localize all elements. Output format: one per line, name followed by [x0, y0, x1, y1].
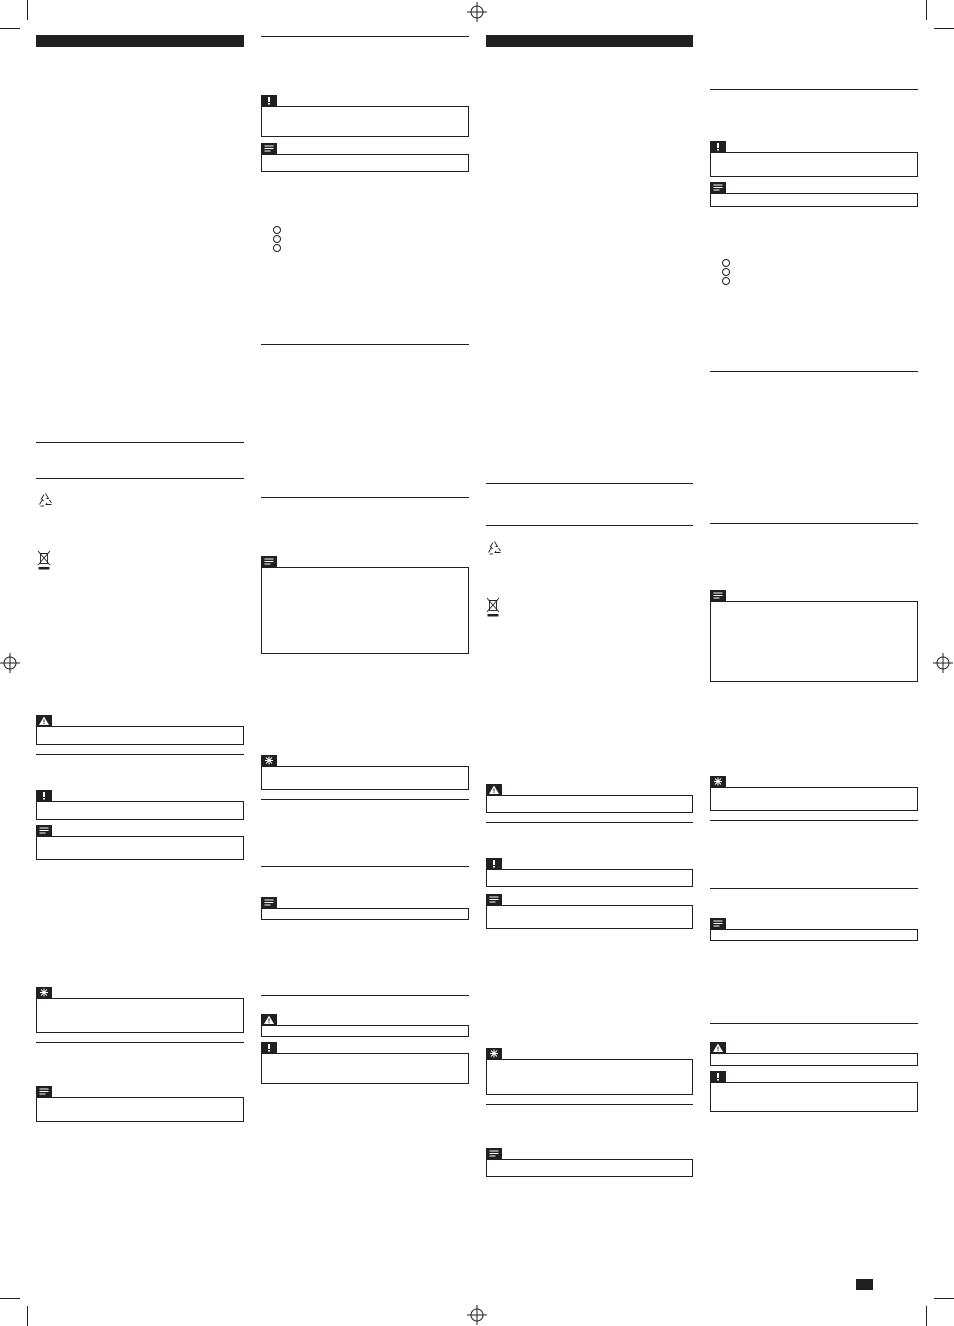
caution-tag [710, 1071, 726, 1082]
warning-tag [486, 784, 502, 795]
tip-asterisk-icon [486, 1048, 502, 1059]
tip-tag [486, 1048, 502, 1059]
section-rule [261, 799, 469, 800]
warning-box [36, 726, 244, 745]
warning-triangle-icon [486, 784, 502, 795]
caution-tag [36, 790, 52, 801]
warning-box [710, 1053, 918, 1066]
note-tag [486, 1148, 502, 1159]
section-rule [710, 523, 918, 524]
tip-asterisk-icon [36, 987, 52, 998]
registration-mark-top [467, 2, 487, 22]
note-box [710, 601, 918, 682]
section-rule [710, 89, 918, 90]
section-rule [261, 995, 469, 996]
note-lines-icon [710, 182, 726, 193]
caution-box [710, 152, 918, 177]
note-tag [261, 556, 277, 567]
note-lines-icon [710, 590, 726, 601]
numbered-step-icon [722, 277, 730, 285]
exclamation-icon [710, 1071, 726, 1082]
tip-asterisk-icon [261, 755, 277, 766]
note-tag [36, 825, 52, 836]
section-rule [486, 822, 693, 823]
section-rule [36, 478, 244, 479]
caution-tag [486, 858, 502, 869]
tip-box [710, 787, 918, 811]
warning-box [486, 795, 693, 813]
tip-tag [710, 776, 726, 787]
exclamation-icon [710, 141, 726, 152]
section-header-bar [36, 35, 244, 47]
caution-tag [261, 1042, 277, 1053]
numbered-step-icon [722, 259, 730, 267]
tip-box [261, 766, 469, 790]
section-rule [710, 820, 918, 821]
note-tag [36, 1086, 52, 1097]
note-tag [710, 590, 726, 601]
section-rule [710, 1023, 918, 1024]
section-rule [486, 483, 693, 484]
exclamation-icon [36, 790, 52, 801]
note-box [710, 193, 918, 207]
note-lines-icon [261, 556, 277, 567]
crossed-bin-icon [486, 597, 500, 617]
section-rule [710, 888, 918, 889]
caution-box [261, 1053, 469, 1084]
tip-box [486, 1059, 693, 1095]
registration-mark-bottom [467, 1305, 487, 1325]
section-rule [486, 1104, 693, 1105]
recycle-icon [37, 492, 54, 508]
page-number-badge [856, 1279, 873, 1290]
warning-tag [261, 1014, 277, 1025]
note-box [486, 905, 693, 929]
crossed-bin-icon [37, 550, 51, 570]
caution-tag [261, 95, 277, 106]
warning-box [261, 1025, 469, 1037]
note-tag [261, 143, 277, 154]
note-box [36, 836, 244, 860]
section-rule [261, 36, 469, 37]
note-box [261, 154, 469, 172]
tip-tag [261, 755, 277, 766]
section-rule [710, 371, 918, 372]
note-box [486, 1159, 693, 1177]
section-rule [261, 344, 469, 345]
exclamation-icon [261, 95, 277, 106]
section-header-bar [486, 35, 693, 47]
tip-tag [36, 987, 52, 998]
recycle-icon [486, 540, 503, 556]
note-tag [710, 918, 726, 929]
tip-asterisk-icon [710, 776, 726, 787]
registration-mark-left [0, 653, 20, 673]
warning-tag [710, 1042, 726, 1053]
note-tag [261, 897, 277, 908]
numbered-step-icon [273, 226, 281, 234]
note-lines-icon [261, 897, 277, 908]
caution-box [486, 869, 693, 887]
note-lines-icon [36, 825, 52, 836]
tip-box [36, 998, 244, 1033]
caution-box [261, 106, 469, 137]
registration-mark-right [933, 653, 953, 673]
caution-tag [710, 141, 726, 152]
note-box [36, 1097, 244, 1122]
exclamation-icon [486, 858, 502, 869]
note-lines-icon [261, 143, 277, 154]
warning-tag [36, 715, 52, 726]
section-rule [486, 525, 693, 526]
warning-triangle-icon [261, 1014, 277, 1025]
note-box [261, 567, 469, 654]
numbered-steps [722, 259, 730, 285]
numbered-step-icon [722, 268, 730, 276]
section-rule [36, 754, 244, 755]
numbered-step-icon [273, 244, 281, 252]
note-lines-icon [486, 894, 502, 905]
section-rule [261, 497, 469, 498]
warning-triangle-icon [36, 715, 52, 726]
note-lines-icon [36, 1086, 52, 1097]
note-lines-icon [486, 1148, 502, 1159]
section-rule [36, 442, 244, 443]
note-box [710, 929, 918, 941]
note-tag [486, 894, 502, 905]
warning-triangle-icon [710, 1042, 726, 1053]
note-lines-icon [710, 918, 726, 929]
exclamation-icon [261, 1042, 277, 1053]
numbered-step-icon [273, 235, 281, 243]
note-box [261, 908, 469, 920]
section-rule [36, 1042, 244, 1043]
numbered-steps [273, 226, 281, 252]
note-tag [710, 182, 726, 193]
caution-box [36, 801, 244, 820]
caution-box [710, 1082, 918, 1112]
section-rule [261, 866, 469, 867]
